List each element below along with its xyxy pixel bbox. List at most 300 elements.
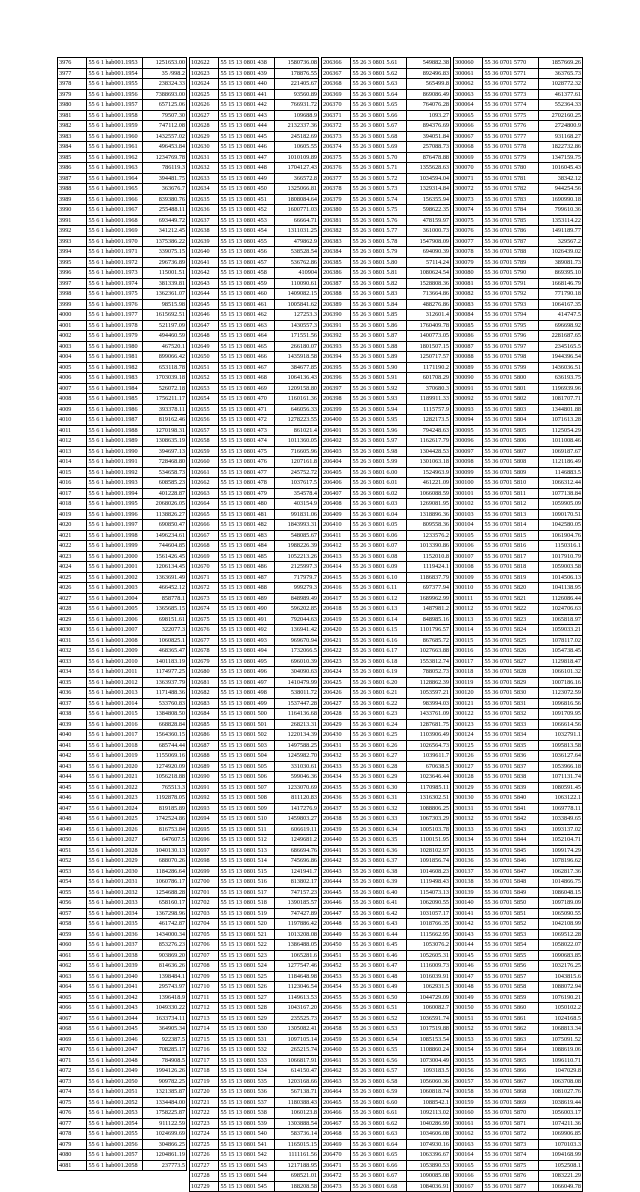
row-index-cell: 3988 (58, 184, 87, 195)
row-code-cell: 55 36 0701 5813 (483, 509, 539, 520)
row-code-cell: 55 15 13 0801 485 (219, 551, 275, 562)
row-index-cell: 300100 (454, 478, 483, 489)
row-code-cell: 55 36 0701 5776 (483, 121, 539, 132)
row-code-cell: 55 15 13 0801 482 (219, 520, 275, 531)
row-code-cell: 55 6 1 hab001.1980 (87, 341, 143, 352)
row-code-cell: 55 15 13 0801 543 (219, 1160, 275, 1171)
row-value-cell: 1375386.22 (143, 236, 187, 247)
row-index-cell: 300064 (454, 100, 483, 111)
row-code-cell: 55 26 3 0801 5.85 (351, 310, 407, 321)
row-code-cell: 55 36 0701 5777 (483, 131, 539, 142)
row-code-cell: 55 26 3 0801 6.54 (351, 1034, 407, 1045)
row-code-cell: 55 26 3 0801 5.89 (351, 352, 407, 363)
row-value-cell: 1398484.1 (143, 971, 187, 982)
table-row (322, 814, 451, 825)
row-value-cell: 1822732.86 (539, 142, 583, 153)
row-code-cell: 55 15 13 0801 478 (219, 478, 275, 489)
row-code-cell: 55 26 3 0801 5.66 (351, 110, 407, 121)
row-value-cell: 944254.56 (539, 184, 583, 195)
row-index-cell: 4031 (58, 635, 87, 646)
row-value-cell: 1220134.39 (275, 730, 319, 741)
row-value-cell: 646056.33 (275, 404, 319, 415)
table-row (454, 446, 583, 457)
row-code-cell: 55 15 13 0801 495 (219, 656, 275, 667)
table-row (190, 100, 319, 111)
row-index-cell: 102633 (190, 173, 219, 184)
row-code-cell: 55 6 1 hab001.2005 (87, 604, 143, 615)
table-row (454, 394, 583, 405)
row-code-cell: 55 26 3 0801 6.50 (351, 992, 407, 1003)
row-index-cell: 300070 (454, 163, 483, 174)
row-value-cell: 1170985.11 (407, 782, 451, 793)
table-row (58, 520, 187, 531)
row-index-cell: 206426 (322, 688, 351, 699)
table-row (190, 509, 319, 520)
row-value-cell: 853276.23 (143, 940, 187, 951)
row-code-cell: 55 26 3 0801 5.75 (351, 205, 407, 216)
row-value-cell: 461377.61 (539, 89, 583, 100)
table-row (322, 415, 451, 426)
row-value-cell: 1071613.28 (539, 415, 583, 426)
row-code-cell: 55 15 13 0801 461 (219, 299, 275, 310)
row-index-cell: 300079 (454, 257, 483, 268)
row-value-cell: 1362361.07 (143, 289, 187, 300)
row-index-cell: 300114 (454, 625, 483, 636)
row-code-cell: 55 6 1 hab001.1958 (87, 110, 143, 121)
row-index-cell: 300131 (454, 803, 483, 814)
table-row (322, 205, 451, 216)
row-value-cell: 614150.47 (275, 1066, 319, 1077)
table-row (322, 520, 451, 531)
row-index-cell: 300161 (454, 1118, 483, 1129)
row-index-cell: 102688 (190, 751, 219, 762)
row-value-cell: 1278223.55 (275, 415, 319, 426)
row-index-cell: 3992 (58, 226, 87, 237)
row-value-cell: 295743.97 (143, 982, 187, 993)
row-code-cell: 55 6 1 hab001.1975 (87, 289, 143, 300)
row-index-cell: 102636 (190, 205, 219, 216)
table-row (322, 730, 451, 741)
table-row (58, 824, 187, 835)
table-row (454, 709, 583, 720)
row-value-cell: 1384808.50 (143, 709, 187, 720)
row-index-cell: 206382 (322, 226, 351, 237)
row-value-cell: 899066.42 (143, 352, 187, 363)
row-value-cell: 466452.12 (143, 583, 187, 594)
row-code-cell: 55 15 13 0801 524 (219, 961, 275, 972)
row-value-cell: 403154.9 (275, 499, 319, 510)
table-row (58, 394, 187, 405)
row-value-cell: 1115757.9 (407, 404, 451, 415)
row-value-cell: 567138.71 (275, 1087, 319, 1098)
row-value-cell: 2125997.3 (275, 562, 319, 573)
row-index-cell: 102697 (190, 845, 219, 856)
row-code-cell: 55 15 13 0801 439 (219, 68, 275, 79)
table-row (322, 436, 451, 447)
table-row (58, 971, 187, 982)
row-value-cell: 296736.89 (143, 257, 187, 268)
table-row (58, 415, 187, 426)
row-code-cell: 55 36 0701 5795 (483, 320, 539, 331)
table-row (190, 215, 319, 226)
row-value-cell: 1059033.21 (539, 625, 583, 636)
row-value-cell: 1053890.53 (407, 1160, 451, 1171)
table-row (190, 982, 319, 993)
table-row (322, 719, 451, 730)
row-index-cell: 300124 (454, 730, 483, 741)
row-value-cell: 599046.36 (275, 772, 319, 783)
table-row (322, 1108, 451, 1119)
row-index-cell: 300153 (454, 1034, 483, 1045)
row-index-cell: 300077 (454, 236, 483, 247)
row-index-cell: 300105 (454, 530, 483, 541)
table-row (322, 1129, 451, 1140)
row-value-cell: 110090.61 (275, 278, 319, 289)
table-row (322, 562, 451, 573)
row-code-cell: 55 6 1 hab001.1996 (87, 509, 143, 520)
row-value-cell: 1065818.97 (539, 614, 583, 625)
row-value-cell: 1123046.54 (275, 982, 319, 993)
table-row (322, 583, 451, 594)
row-index-cell: 206412 (322, 541, 351, 552)
row-code-cell: 55 26 3 0801 6.57 (351, 1066, 407, 1077)
row-index-cell: 300082 (454, 289, 483, 300)
row-code-cell: 55 26 3 0801 5.94 (351, 404, 407, 415)
table-row (322, 1118, 451, 1129)
row-index-cell: 206473 (322, 1181, 351, 1192)
row-value-cell: 1053076.2 (407, 940, 451, 951)
table-row (322, 509, 451, 520)
row-index-cell: 300119 (454, 677, 483, 688)
row-value-cell: 1152010.8 (407, 551, 451, 562)
row-code-cell: 55 15 13 0801 501 (219, 719, 275, 730)
row-index-cell: 300065 (454, 110, 483, 121)
row-code-cell: 55 26 3 0801 5.63 (351, 79, 407, 90)
row-value-cell: 1093183.5 (407, 1066, 451, 1077)
row-code-cell: 55 36 0701 5875 (483, 1160, 539, 1171)
row-value-cell: 1329314.84 (407, 184, 451, 195)
row-code-cell: 55 36 0701 5814 (483, 520, 539, 531)
table-row (58, 467, 187, 478)
row-code-cell: 55 36 0701 5866 (483, 1066, 539, 1077)
row-code-cell: 55 26 3 0801 6.64 (351, 1139, 407, 1150)
row-code-cell: 55 26 3 0801 6.65 (351, 1150, 407, 1161)
row-value-cell: 1165015.15 (275, 1139, 319, 1150)
row-code-cell: 55 36 0701 5864 (483, 1045, 539, 1056)
table-row (190, 436, 319, 447)
row-value-cell: 1094168.99 (539, 1150, 583, 1161)
row-index-cell: 102701 (190, 887, 219, 898)
row-value-cell: 1040130.13 (143, 845, 187, 856)
row-code-cell: 55 6 1 hab001.1977 (87, 310, 143, 321)
row-index-cell: 4029 (58, 614, 87, 625)
row-code-cell: 55 15 13 0801 515 (219, 866, 275, 877)
table-row (58, 709, 187, 720)
table-row (322, 310, 451, 321)
row-value-cell: 461742.87 (143, 919, 187, 930)
table-row (58, 436, 187, 447)
row-code-cell: 55 36 0701 5839 (483, 782, 539, 793)
row-code-cell: 55 15 13 0801 530 (219, 1024, 275, 1035)
row-code-cell: 55 6 1 hab001.2031 (87, 877, 143, 888)
row-code-cell: 55 26 3 0801 6.36 (351, 845, 407, 856)
table-row (190, 562, 319, 573)
row-index-cell: 102637 (190, 215, 219, 226)
table-row (190, 226, 319, 237)
table-row (454, 814, 583, 825)
row-value-cell: 1367298.96 (143, 908, 187, 919)
table-row (190, 971, 319, 982)
row-code-cell: 55 6 1 hab001.2054 (87, 1118, 143, 1129)
row-code-cell: 55 15 13 0801 540 (219, 1129, 275, 1140)
row-index-cell: 4080 (58, 1150, 87, 1161)
row-index-cell: 3998 (58, 289, 87, 300)
table-row (58, 341, 187, 352)
row-code-cell: 55 15 13 0801 545 (219, 1181, 275, 1192)
row-index-cell: 102693 (190, 803, 219, 814)
row-code-cell: 55 26 3 0801 6.25 (351, 730, 407, 741)
row-value-cell: 188208.58 (275, 1181, 319, 1192)
row-code-cell: 55 15 13 0801 529 (219, 1013, 275, 1024)
row-value-cell: 1053966.18 (539, 761, 583, 772)
table-row (58, 131, 187, 142)
row-code-cell: 55 6 1 hab001.2027 (87, 835, 143, 846)
row-value-cell: 1074930.16 (407, 1139, 451, 1150)
row-value-cell: 1150316.1 (539, 541, 583, 552)
row-value-cell: 1600771.03 (275, 205, 319, 216)
table-row (454, 131, 583, 142)
row-index-cell: 300165 (454, 1160, 483, 1171)
table-row (190, 247, 319, 258)
row-index-cell: 300166 (454, 1171, 483, 1182)
table-row (190, 1160, 319, 1171)
row-code-cell: 55 26 3 0801 5.61 (351, 58, 407, 69)
row-value-cell: 1081027.76 (539, 1087, 583, 1098)
row-index-cell: 300075 (454, 215, 483, 226)
row-index-cell: 300062 (454, 79, 483, 90)
row-code-cell: 55 36 0701 5870 (483, 1108, 539, 1119)
row-code-cell: 55 6 1 hab001.2041 (87, 982, 143, 993)
row-code-cell: 55 36 0701 5798 (483, 352, 539, 363)
row-index-cell: 102651 (190, 362, 219, 373)
row-index-cell: 3985 (58, 152, 87, 163)
row-code-cell: 55 15 13 0801 534 (219, 1066, 275, 1077)
row-code-cell: 55 26 3 0801 6.53 (351, 1024, 407, 1035)
table-row (58, 719, 187, 730)
table-row (322, 656, 451, 667)
row-code-cell: 55 6 1 hab001.2036 (87, 929, 143, 940)
table-row (190, 835, 319, 846)
row-index-cell: 3979 (58, 89, 87, 100)
row-value-cell: 1203168.66 (275, 1076, 319, 1087)
row-index-cell: 206455 (322, 992, 351, 1003)
row-index-cell: 300142 (454, 919, 483, 930)
row-value-cell: 341212.45 (143, 226, 187, 237)
row-value-cell: 1254688.28 (143, 887, 187, 898)
row-value-cell: 1088072.94 (539, 982, 583, 993)
row-value-cell: 903869.20 (143, 950, 187, 961)
table-row (58, 89, 187, 100)
table-row (190, 58, 319, 69)
table-row (322, 667, 451, 678)
row-code-cell: 55 6 1 hab001.2006 (87, 614, 143, 625)
row-index-cell: 4045 (58, 782, 87, 793)
row-value-cell: 1434000.34 (143, 929, 187, 940)
row-code-cell: 55 26 3 0801 6.51 (351, 1003, 407, 1014)
table-row (322, 478, 451, 489)
table-row (58, 1118, 187, 1129)
row-value-cell: 1119424.1 (407, 562, 451, 573)
row-value-cell: 1091709.95 (539, 709, 583, 720)
row-code-cell: 55 6 1 hab001.2057 (87, 1150, 143, 1161)
row-value-cell: 1077138.84 (539, 488, 583, 499)
table-row (190, 320, 319, 331)
row-value-cell: 1050102.2 (539, 1003, 583, 1014)
table-row (322, 1087, 451, 1098)
row-value-cell: 1149613.53 (275, 992, 319, 1003)
table-row (190, 467, 319, 478)
row-value-cell: 257088.73 (407, 142, 451, 153)
table-row (322, 929, 451, 940)
row-value-cell: 668828.84 (143, 719, 187, 730)
row-code-cell: 55 36 0701 5808 (483, 457, 539, 468)
row-index-cell: 300137 (454, 866, 483, 877)
row-index-cell: 4040 (58, 730, 87, 741)
row-index-cell: 102667 (190, 530, 219, 541)
row-value-cell: 1184286.64 (143, 866, 187, 877)
data-table (189, 57, 319, 1192)
row-value-cell: 911122.59 (143, 1118, 187, 1129)
table-row (454, 499, 583, 510)
row-index-cell: 206395 (322, 362, 351, 373)
row-value-cell: 1088806.25 (407, 803, 451, 814)
row-code-cell: 55 6 1 hab001.1963 (87, 163, 143, 174)
table-row (58, 1087, 187, 1098)
row-value-cell: 494460.59 (143, 331, 187, 342)
table-row (454, 740, 583, 751)
row-value-cell: 653118.78 (143, 362, 187, 373)
row-value-cell: 869086.49 (407, 89, 451, 100)
row-index-cell: 300090 (454, 373, 483, 384)
row-value-cell: 1032176.25 (539, 961, 583, 972)
row-code-cell: 55 26 3 0801 5.72 (351, 173, 407, 184)
row-value-cell: 717979.7 (275, 572, 319, 583)
table-row (58, 908, 187, 919)
table-row (454, 373, 583, 384)
table-row (58, 1160, 187, 1171)
row-value-cell: 1305082.41 (275, 1024, 319, 1035)
row-code-cell: 55 26 3 0801 6.32 (351, 803, 407, 814)
row-value-cell: 1121186.49 (539, 457, 583, 468)
row-value-cell: 1086048.15 (539, 887, 583, 898)
row-index-cell: 300106 (454, 541, 483, 552)
table-row (454, 751, 583, 762)
table-row (322, 1003, 451, 1014)
row-value-cell: 363765.73 (539, 68, 583, 79)
row-code-cell: 55 36 0701 5855 (483, 950, 539, 961)
row-code-cell: 55 26 3 0801 5.92 (351, 383, 407, 394)
row-value-cell: 534658.73 (143, 467, 187, 478)
table-row (190, 310, 319, 321)
row-code-cell: 55 6 1 hab001.2008 (87, 635, 143, 646)
table-row (322, 1160, 451, 1171)
row-value-cell: 869395.10 (539, 268, 583, 279)
row-value-cell: 1528808.36 (407, 278, 451, 289)
row-value-cell: 1301063.18 (407, 457, 451, 468)
row-code-cell: 55 26 3 0801 6.42 (351, 908, 407, 919)
row-value-cell: 765513.3 (143, 782, 187, 793)
table-row (454, 1118, 583, 1129)
row-value-cell: 1060082.7 (407, 1003, 451, 1014)
row-value-cell: 713664.86 (407, 289, 451, 300)
row-index-cell: 206440 (322, 835, 351, 846)
row-value-cell: 245182.69 (275, 131, 319, 142)
table-row (190, 1003, 319, 1014)
row-code-cell: 55 15 13 0801 512 (219, 835, 275, 846)
row-value-cell: 536762.86 (275, 257, 319, 268)
row-value-cell: 1091856.74 (407, 856, 451, 867)
row-value-cell: 329567.2 (539, 236, 583, 247)
table-row (322, 1171, 451, 1182)
row-code-cell: 55 6 1 hab001.1956 (87, 89, 143, 100)
row-index-cell: 206422 (322, 646, 351, 657)
row-value-cell: 690850.47 (143, 520, 187, 531)
row-value-cell: 792044.63 (275, 614, 319, 625)
row-value-cell: 401228.87 (143, 488, 187, 499)
table-row (322, 320, 451, 331)
row-value-cell: 1233070.69 (275, 782, 319, 793)
table-row (454, 940, 583, 951)
table-row (58, 877, 187, 888)
row-value-cell: 1081707.71 (539, 394, 583, 405)
row-value-cell: 1496234.61 (143, 530, 187, 541)
row-value-cell: 1400773.05 (407, 331, 451, 342)
table-row (58, 499, 187, 510)
row-code-cell: 55 36 0701 5832 (483, 709, 539, 720)
row-value-cell: 10605.55 (275, 142, 319, 153)
table-row (454, 478, 583, 489)
row-code-cell: 55 36 0701 5793 (483, 299, 539, 310)
table-row (322, 488, 451, 499)
row-index-cell: 300128 (454, 772, 483, 783)
row-index-cell: 4043 (58, 761, 87, 772)
table-row (454, 58, 583, 69)
row-value-cell: 1066817.91 (275, 1055, 319, 1066)
row-code-cell: 55 15 13 0801 453 (219, 215, 275, 226)
row-index-cell: 4002 (58, 331, 87, 342)
row-index-cell: 102634 (190, 184, 219, 195)
row-index-cell: 102719 (190, 1076, 219, 1087)
row-index-cell: 102705 (190, 929, 219, 940)
table-row (58, 604, 187, 615)
table-row (454, 352, 583, 363)
table-row (322, 131, 451, 142)
row-value-cell: 1146883.5 (539, 467, 583, 478)
row-code-cell: 55 26 3 0801 5.87 (351, 331, 407, 342)
row-index-cell: 206469 (322, 1139, 351, 1150)
row-index-cell: 300107 (454, 551, 483, 562)
row-code-cell: 55 36 0701 5829 (483, 677, 539, 688)
row-index-cell: 4047 (58, 803, 87, 814)
row-value-cell: 266180.07 (275, 341, 319, 352)
row-code-cell: 55 15 13 0801 444 (219, 121, 275, 132)
row-index-cell: 4048 (58, 814, 87, 825)
row-value-cell: 488276.86 (407, 299, 451, 310)
row-value-cell: 98515.98 (143, 299, 187, 310)
row-value-cell: 1207161.8 (275, 457, 319, 468)
row-code-cell: 55 6 1 hab001.2043 (87, 1003, 143, 1014)
row-value-cell: 552364.33 (539, 100, 583, 111)
